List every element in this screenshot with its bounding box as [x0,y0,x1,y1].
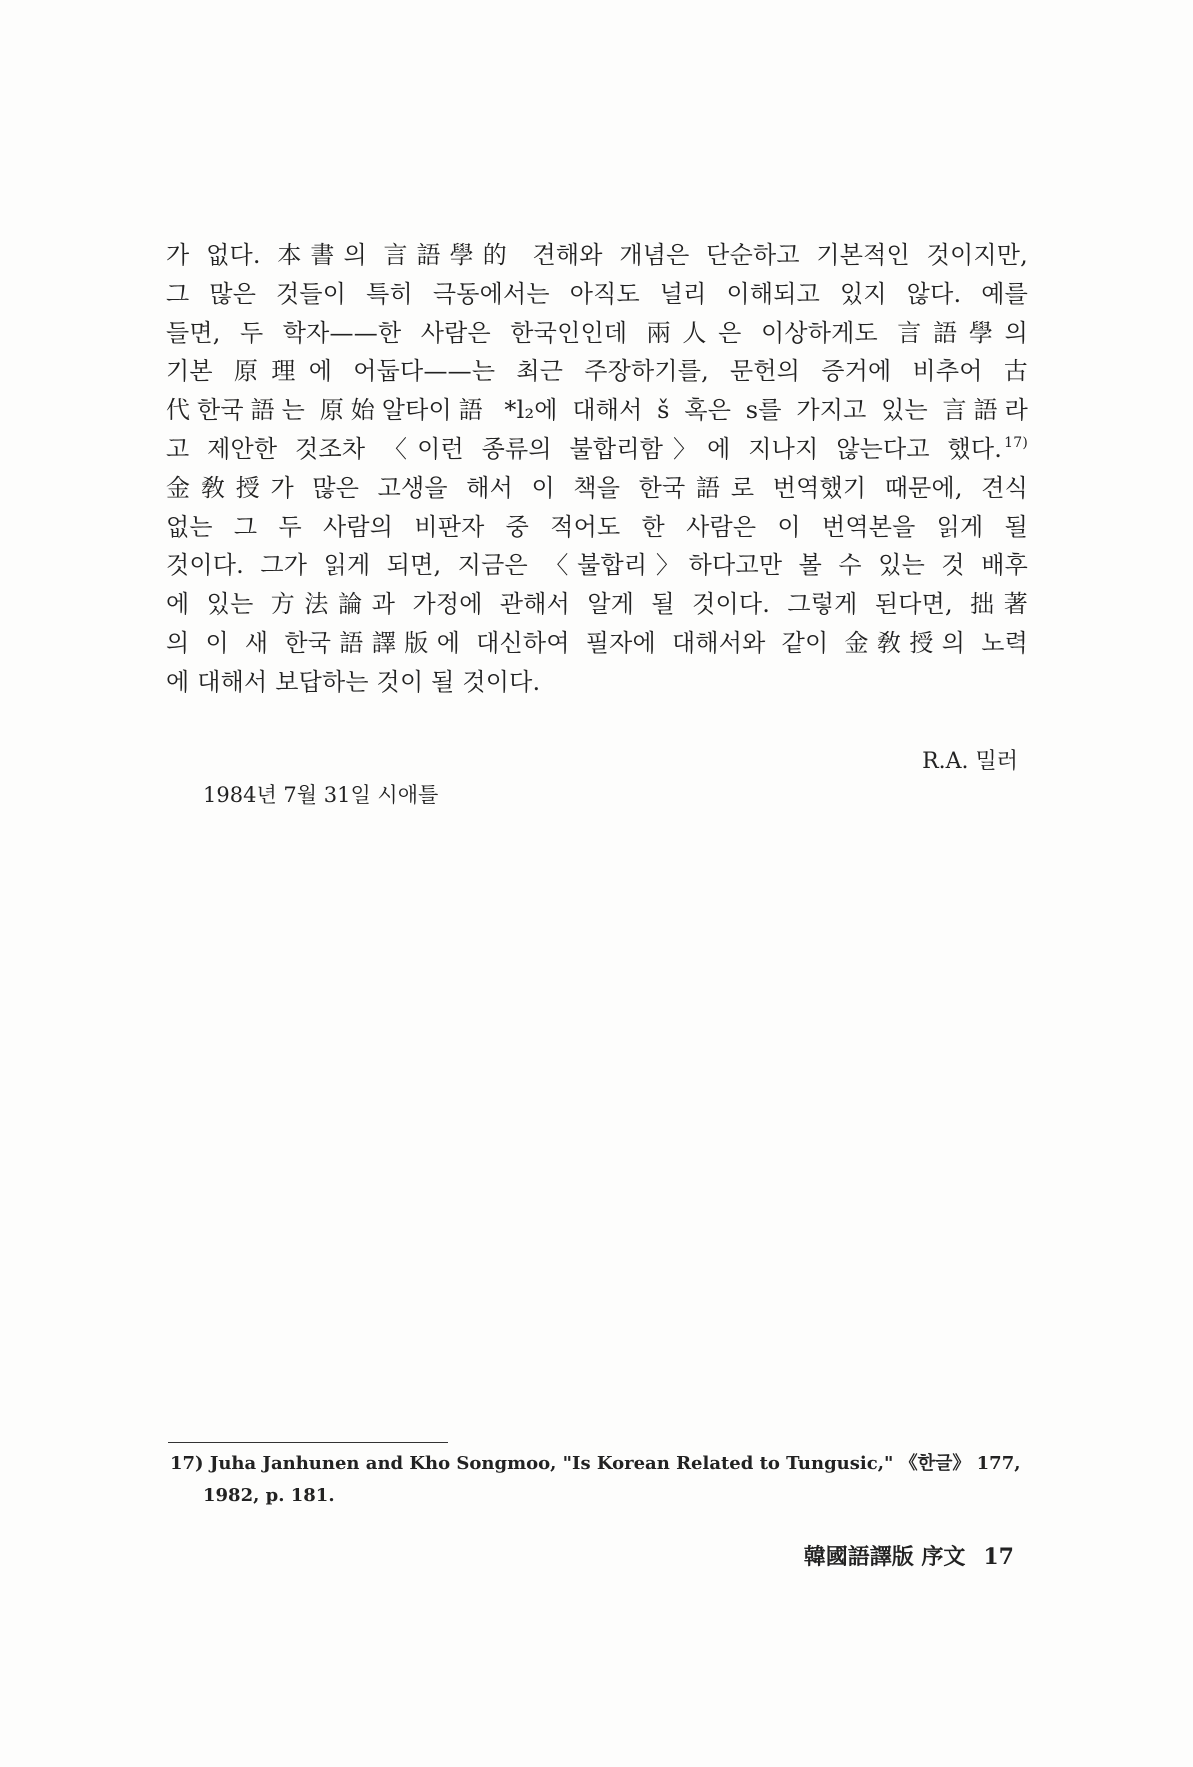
footnote-line: 1982, p. 181. [203,1485,335,1506]
footnote-divider [168,1442,448,1443]
page-number: 17 [983,1544,1014,1570]
running-footer [804,1540,1014,1571]
text-line: 기본 原理에 어둡다——는 최근 주장하기를, 문헌의 증거에 비추어 古 [166,357,1028,386]
text-line: 없는 그 두 사람의 비판자 중 적어도 한 사람은 이 번역본을 읽게 될 [166,512,1028,541]
text-line: 들면, 두 학자——한 사람은 한국인인데 兩人은 이상하게도 言語學의 [166,318,1028,347]
text-line: 에 대해서 보답하는 것이 될 것이다. [166,667,541,696]
text-line: 가 없다. 本書의 言語學的 견해와 개념은 단순하고 기본적인 것이지만, [166,241,1028,269]
text-line-content: 고 제안한 것조차 〈이런 종류의 불합리함〉에 지나지 않는다고 했다. [166,434,1003,463]
text-line: 의 이 새 한국語譯版에 대신하여 필자에 대해서와 같이 金敎授의 노력 [166,628,1028,657]
author-signature: R.A. 밀러 [922,749,1018,774]
preface-body-text [166,236,1028,702]
text-line: 金敎授가 많은 고생을 해서 이 책을 한국語로 번역했기 때문에, 견식 [166,473,1028,502]
text-line-with-footnote [166,430,1028,469]
running-footer-title: 韓國語譯版 序文 [803,1544,966,1570]
footnote-line: 17) Juha Janhunen and Kho Songmoo, "Is Korean Related to Tungusic," 《한글》 177, [170,1453,1021,1474]
text-line: 代한국語는 原始알타이語 *l₂에 대해서 š 혹은 s를 가지고 있는 言語라 [166,396,1028,425]
footnote [170,1448,1030,1512]
text-line: 것이다. 그가 읽게 되면, 지금은 〈불합리〉하다고만 볼 수 있는 것 배후 [166,551,1028,580]
date-place: 1984년 7월 31일 시애틀 [203,783,439,807]
text-line: 에 있는 方法論과 가정에 관해서 알게 될 것이다. 그렇게 된다면, 拙著 [166,590,1028,619]
text-line: 그 많은 것들이 특히 극동에서는 아직도 널리 이해되고 있지 않다. 예를 [166,279,1028,308]
footnote-reference: 17) [1004,434,1028,451]
